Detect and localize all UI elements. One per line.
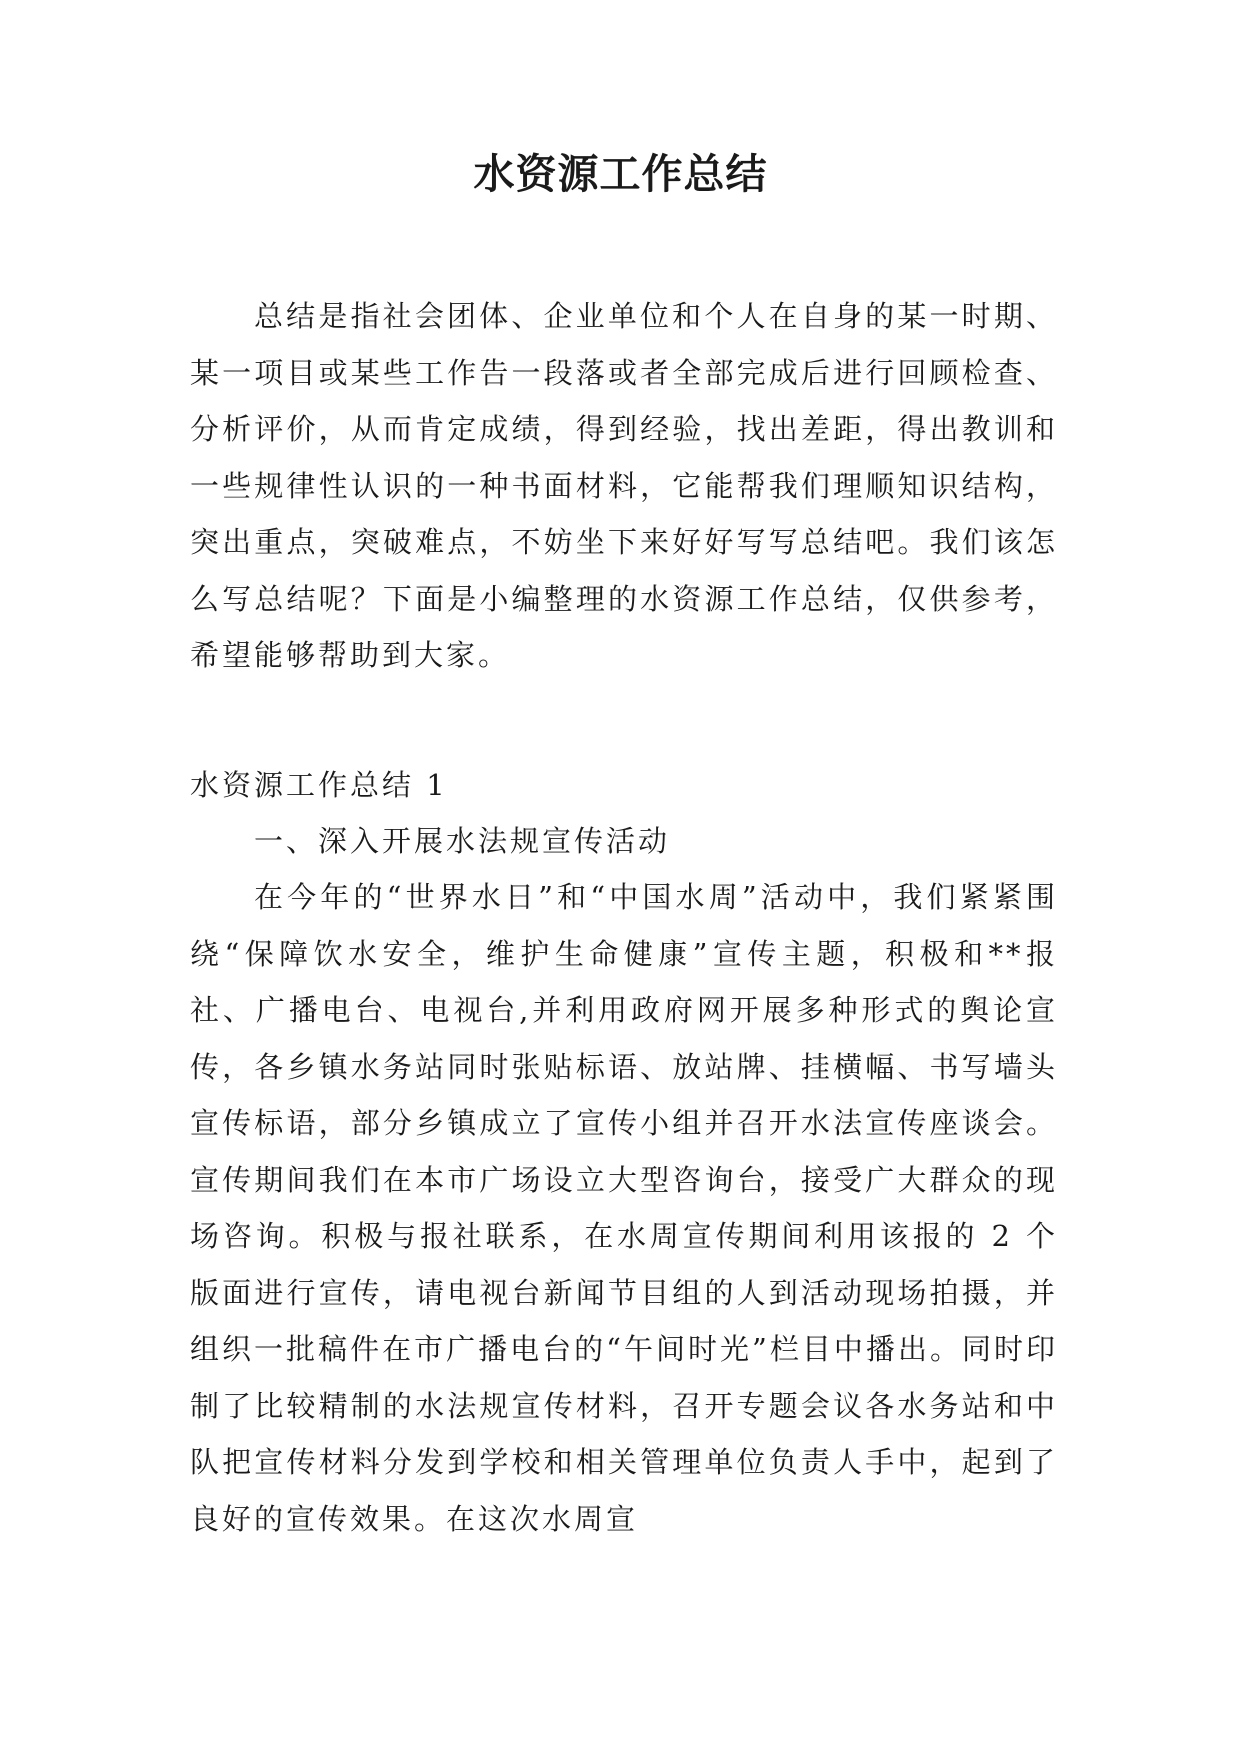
document-title: 水资源工作总结 — [473, 150, 768, 198]
intro-paragraph: 总结是指社会团体、企业单位和个人在自身的某一时期、某一项目或某些工作告一段落或者全部完成后进行回顾检查、分析评价，从而肯定成绩，得到经验，找出差距，得出教训和一些规律性认识的一种书面材料，它能帮我们理顺知识结构，突出重点，突破难点，不妨坐下来好好写写总结吧。我们该怎么写总结呢？下面是小编整理的水资源工作总结，仅供参考，希望能够帮助到大家。 — [190, 299, 1058, 672]
body-paragraph: 在今年的“世界水日”和“中国水周”活动中，我们紧紧围绕“保障饮水安全，维护生命健康”宣传主题，积极和**报社、广播电台、电视台,并利用政府网开展多种形式的舆论宣传，各乡镇水务站同时张贴标语、放站牌、挂横幅、书写墙头宣传标语，部分乡镇成立了宣传小组并召开水法宣传座谈会。宣传期间我们在本市广场设立大型咨询台，接受广大群众的现场咨询。积极与报社联系，在水周宣传期间利用该报的 2 个版面进行宣传，请电视台新闻节目组的人到活动现场拍摄，并组织一批稿件在市广播电台的“午间时光”栏目中播出。同时印制了比较精制的水法规宣传材料，召开专题会议各水务站和中队把宣传材料分发到学校和相关管理单位负责人手中，起到了良好的宣传效果。在这次水周宣 — [190, 880, 1058, 1536]
subsection-heading: 一、深入开展水法规宣传活动 — [254, 824, 671, 858]
section-heading: 水资源工作总结 1 — [190, 768, 448, 802]
